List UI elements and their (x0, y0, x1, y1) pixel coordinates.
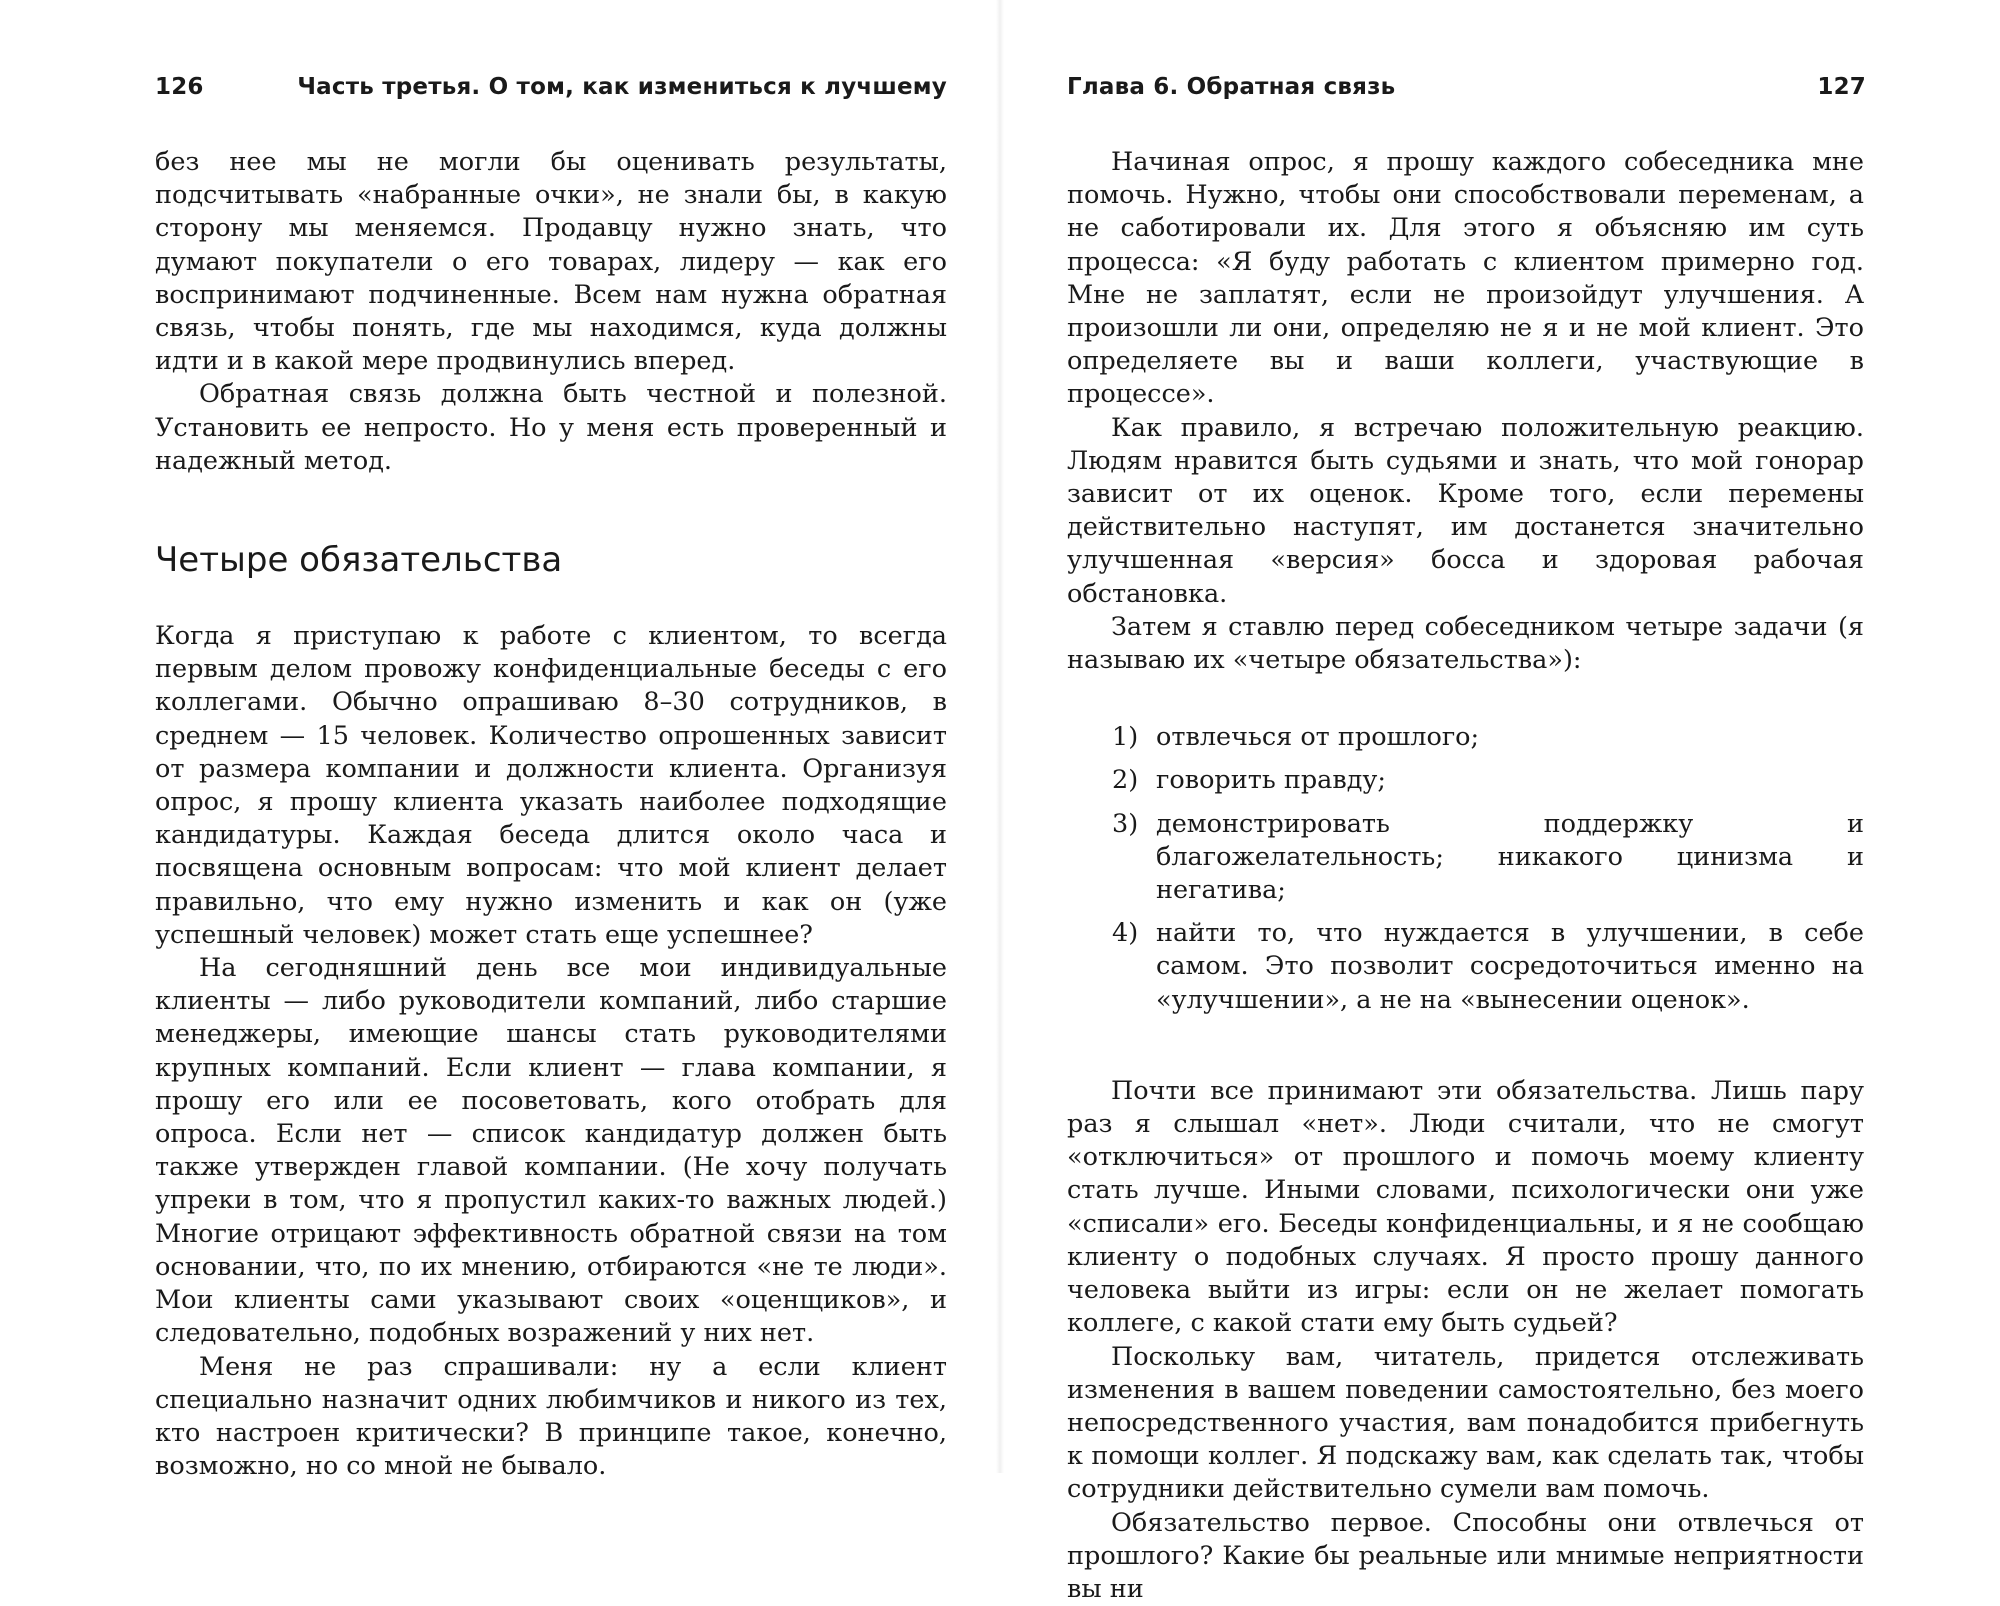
right-page (1000, 0, 2000, 1604)
list-text: отвлечься от прошлого; (1156, 722, 1480, 753)
running-head-left: Часть третья. О том, как измениться к лучшему (297, 74, 947, 100)
list-text: найти то, что нуждается в улучшении, в себе самом. Это позволит сосредоточиться именно на «улучшении», а не на «вынесении оценок». (1156, 918, 1864, 1015)
list-item (1067, 764, 1864, 797)
list-item (1067, 917, 1864, 1017)
paragraph: Обязательство первое. Способны они отвлечься от прошлого? Какие бы реальные или мнимые неприятности вы ни (1067, 1507, 1864, 1604)
paragraph: Когда я приступаю к работе с клиентом, то всегда первым делом провожу конфиденциальные беседы с его коллегами. Обычно опрашиваю 8–30 сотрудников, в среднем — 15 человек. Количество опрошенных зависит от размера компании и должности клиента. Организуя опрос, я прошу клиента указать наиболее подходящие кандидатуры. Каждая беседа длится около часа и посвящена основным вопросам: что мой клиент делает правильно, что ему нужно изменить и как он (уже успешный человек) может стать еще успешнее? (155, 621, 947, 950)
list-number: 4) (1112, 918, 1139, 949)
obligations-list (1067, 721, 1864, 1017)
paragraph: На сегодняшний день все мои индивидуальные клиенты — либо руководители компаний, либо старшие менеджеры, имеющие шансы стать руководителями крупных компаний. Если клиент — глава компании, я прошу его или ее посоветовать, кого отобрать для опроса. Если нет — список кандидатур должен быть также утвержден главой компании. (Не хочу получать упреки в том, что я пропустил каких-то важных людей.) Многие отрицают эффективность обратной связи на том основании, что, по их мнению, отбираются «не те люди». Мои клиенты сами указывают своих «оценщиков», и следовательно, подобных возражений у них нет. (155, 953, 947, 1349)
list-text: говорить правду; (1156, 765, 1387, 796)
paragraph: Начиная опрос, я прошу каждого собеседника мне помочь. Нужно, чтобы они способствовали переменам, а не саботировали их. Для этого я объясняю им суть процесса: «Я буду работать с клиентом примерно год. Мне не заплатят, если не произойдут улучшения. А произошли ли они, определяю не я и не мой клиент. Это определяете вы и ваши коллеги, участвующие в процессе». (1067, 147, 1864, 410)
section-heading: Четыре обязательства (155, 540, 563, 581)
page-number-right: 127 (1817, 74, 1866, 100)
paragraph: Меня не раз спрашивали: ну а если клиент специально назначит одних любимчиков и никого из тех, кто настроен критически? В принципе такое, конечно, возможно, но со мной не бывало. (155, 1351, 947, 1482)
paragraph: Поскольку вам, читатель, придется отслеживать изменения в вашем поведении самостоятельно, без моего непосредственного участия, вам понадобится прибегнуть к помощи коллег. Я подскажу вам, как сделать так, чтобы сотрудники действительно сумели вам помочь. (1067, 1341, 1864, 1505)
right-text-column (1067, 146, 1864, 1606)
running-head-right: Глава 6. Обратная связь (1067, 74, 1396, 100)
paragraph: Обратная связь должна быть честной и полезной. Установить ее непросто. Но у меня есть проверенный и надежный метод. (155, 379, 947, 476)
list-number: 1) (1112, 722, 1139, 753)
list-spacer (1067, 1027, 1864, 1075)
list-item (1067, 808, 1864, 908)
left-text-column (155, 146, 947, 1483)
paragraph: без нее мы не могли бы оценивать результаты, подсчитывать «набранные очки», не знали бы, в какую сторону мы меняемся. Продавцу нужно знать, что думают покупатели о его товарах, лидеру — как его воспринимают подчиненные. Всем нам нужна обратная связь, чтобы понять, где мы находимся, куда должны идти и в какой мере продвинулись вперед. (155, 147, 947, 377)
left-page (0, 0, 1000, 1482)
list-text: демонстрировать поддержку и благожелательность; никакого цинизма и негатива; (1156, 808, 1864, 906)
page-number-left: 126 (155, 74, 204, 100)
list-item (1067, 721, 1864, 754)
paragraph: Почти все принимают эти обязательства. Лишь пару раз я слышал «нет». Люди считали, что не смогут «отключиться» от прошлого и помочь моему клиенту стать лучше. Иными словами, психологически они уже «списали» его. Беседы конфиденциальны, и я не сообщаю клиенту о подобных случаях. Я просто прошу данного человека выйти из игры: если он не желает помогать коллеге, с какой стати ему быть судьей? (1067, 1075, 1864, 1339)
list-number: 2) (1112, 765, 1139, 796)
list-number: 3) (1112, 808, 1139, 839)
paragraph: Как правило, я встречаю положительную реакцию. Людям нравится быть судьями и знать, что мой гонорар зависит от их оценок. Кроме того, если перемены действительно наступят, им достанется значительно улучшенная «версия» босса и здоровая рабочая обстановка. (1067, 412, 1864, 609)
paragraph: Затем я ставлю перед собеседником четыре задачи (я называю их «четыре обязательства»): (1067, 611, 1864, 676)
